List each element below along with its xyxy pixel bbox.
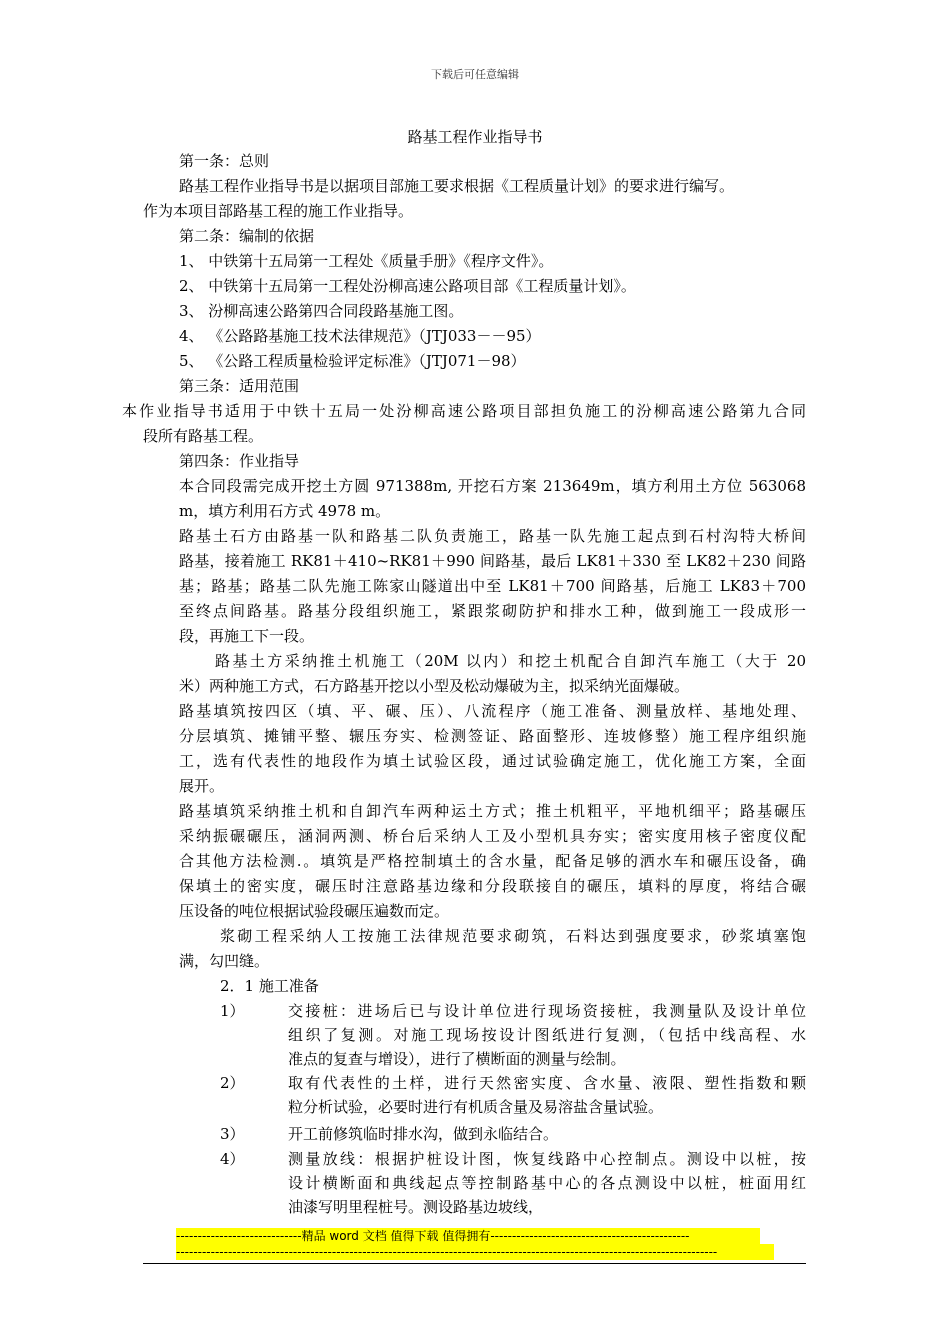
paragraph-line: 路基填筑按四区（填、平、碾、压）、八流程序（施工准备、测量放样、基地处理、 (179, 702, 806, 720)
list-item-number: 4） (220, 1150, 245, 1168)
list-item-text: 粒分析试验，必要时进行有机质含量及易溶盐含量试验。 (288, 1098, 664, 1116)
list-item-text: 组织了复测。对施工现场按设计图纸进行复测，（包括中线高程、水 (288, 1026, 806, 1044)
paragraph-line: 至终点间路基。路基分段组织施工，紧跟浆砌防护和排水工种，做到施工一段成形一 (179, 602, 806, 620)
paragraph-line: 4、 《公路路基施工技术法律规范》（JTJ033－－95） (179, 327, 541, 345)
paragraph-line: 2、 中铁第十五局第一工程处汾柳高速公路项目部《工程质量计划》。 (179, 277, 636, 295)
document-title: 路基工程作业指导书 (407, 128, 543, 146)
paragraph-line: 展开。 (179, 777, 225, 795)
list-item-number: 2） (220, 1074, 245, 1092)
list-item-number: 3） (220, 1125, 245, 1143)
list-item-text: 准点的复查与增设），进行了横断面的测量与绘制。 (288, 1050, 626, 1068)
paragraph-line: 第三条：适用范围 (179, 377, 300, 395)
list-item-text: 设计横断面和典线起点等控制路基中心的各点测设中以桩，桩面用红 (288, 1174, 806, 1192)
paragraph-line: 满，勾凹缝。 (179, 952, 270, 970)
paragraph-line: 分层填筑、摊铺平整、辗压夯实、检测签证、路面整形、连坡修整）施工程序组织施 (179, 727, 806, 745)
paragraph-line: 第一条：总则 (179, 152, 270, 170)
footer-banner: -----------------------------精品 word 文档 值得下载 值得拥有---------------------------------------------- (176, 1228, 760, 1244)
paragraph-line: 1、 中铁第十五局第一工程处《质量手册》《程序文件》。 (179, 252, 554, 270)
paragraph-line: 浆砌工程采纳人工按施工法律规范要求砌筑，石料达到强度要求，砂浆填塞饱 (220, 927, 806, 945)
paragraph-line: 米）两种施工方式，石方路基开挖以小型及松动爆破为主，拟采纳光面爆破。 (179, 677, 690, 695)
paragraph-line: 路基填筑采纳推土机和自卸汽车两种运土方式；推土机粗平，平地机细平；路基碾压 (179, 802, 806, 820)
paragraph-line: 5、 《公路工程质量检验评定标准》（JTJ071－98） (179, 352, 526, 370)
paragraph-line: 段所有路基工程。 (143, 427, 264, 445)
paragraph-line: 采纳振碾碾压，涵洞两测、桥台后采纳人工及小型机具夯实；密实度用核子密度仪配 (179, 827, 806, 845)
paragraph-line: 第四条：作业指导 (179, 452, 300, 470)
paragraph-line: 压设备的吨位根据试验段碾压遍数而定。 (179, 902, 450, 920)
paragraph-line: 路基工程作业指导书是以据项目部施工要求根据《工程质量计划》的要求进行编写。 (179, 177, 735, 195)
page-header-note: 下载后可任意编辑 (431, 68, 519, 81)
paragraph-line: 路基，接着施工 RK81＋410~RK81＋990 间路基，最后 LK81＋330 至 LK82＋230 间路 (179, 552, 806, 570)
paragraph-line: 基；路基；路基二队先施工陈家山隧道出中至 LK81＋700 间路基，后施工 LK83＋700 (179, 577, 806, 595)
list-item-text: 开工前修筑临时排水沟，做到永临结合。 (288, 1125, 559, 1143)
paragraph-line: 段，再施工下一段。 (179, 627, 315, 645)
list-item-text: 取有代表性的土样，进行天然密实度、含水量、液限、塑性指数和颗 (288, 1074, 806, 1092)
paragraph-line: 作为本项目部路基工程的施工作业指导。 (143, 202, 414, 220)
footer-dashes: ----------------------------------------------------------------------------------------------------------------------------- (176, 1244, 774, 1260)
list-item-text: 油漆写明里程桩号。测设路基边坡线， (288, 1198, 544, 1216)
paragraph-line: 工，选有代表性的地段作为填土试验区段，通过试验确定施工，优化施工方案，全面 (179, 752, 806, 770)
paragraph-line: 保填土的密实度，碾压时注意路基边缘和分段联接自的碾压，填料的厚度，将结合碾 (179, 877, 806, 895)
paragraph-line: 本作业指导书适用于中铁十五局一处汾柳高速公路项目部担负施工的汾柳高速公路第九合同 (122, 402, 806, 420)
list-item-text: 测量放线：根据护桩设计图，恢复线路中心控制点。测设中以桩，按 (288, 1150, 806, 1168)
paragraph-line: 本合同段需完成开挖土方圆 971388m, 开挖石方案 213649m，填方利用土方位 563068 (179, 477, 806, 495)
footer-rule (143, 1263, 806, 1264)
paragraph-line: 合其他方法检测.。填筑是严格控制填土的含水量，配备足够的洒水车和碾压设备，确 (179, 852, 806, 870)
paragraph-line: 路基土方采纳推土机施工（20M 以内）和挖土机配合自卸汽车施工（大于 20 (215, 652, 806, 670)
paragraph-line: 3、 汾柳高速公路第四合同段路基施工图。 (179, 302, 464, 320)
paragraph-line: 2．1 施工准备 (220, 977, 319, 995)
paragraph-line: 第二条：编制的依据 (179, 227, 315, 245)
paragraph-line: m，填方利用石方式 4978 m。 (179, 502, 391, 520)
list-item-number: 1） (220, 1002, 245, 1020)
list-item-text: 交接桩：进场后已与设计单位进行现场资接桩，我测量队及设计单位 (288, 1002, 806, 1020)
paragraph-line: 路基土石方由路基一队和路基二队负责施工，路基一队先施工起点到石村沟特大桥间 (179, 527, 806, 545)
